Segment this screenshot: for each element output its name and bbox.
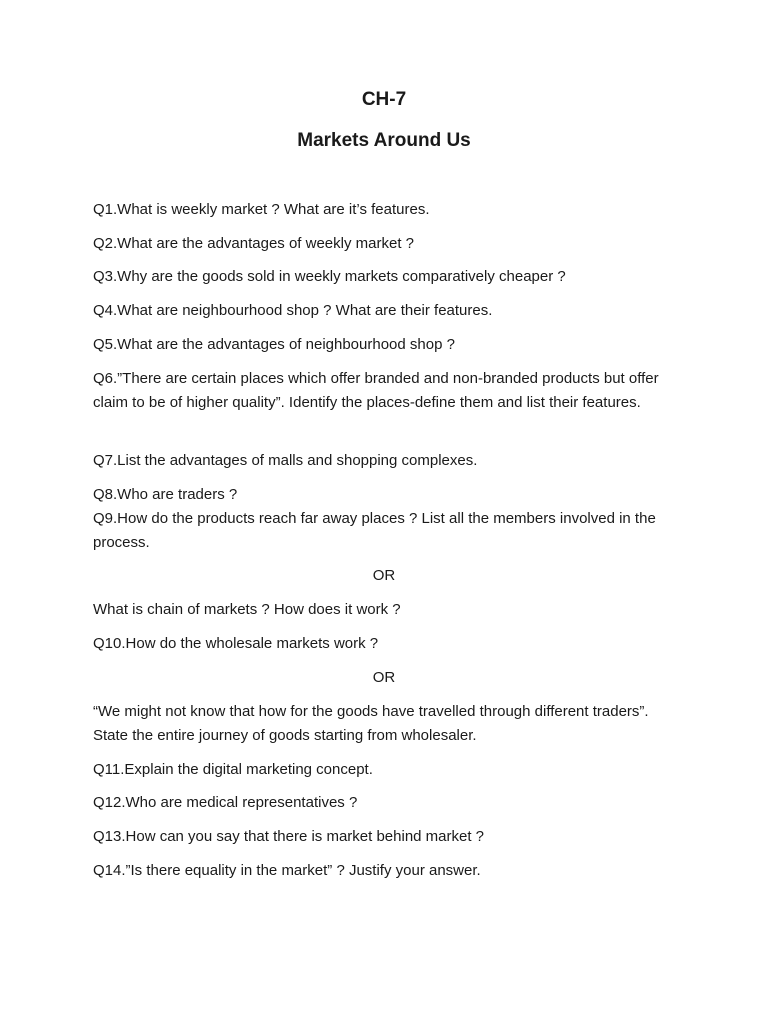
- question-4: Q4.What are neighbourhood shop ? What are their features.: [93, 302, 493, 319]
- question-9: Q9.How do the products reach far away places ? List all the members involved in the process.: [93, 510, 660, 551]
- question-7: Q7.List the advantages of malls and shopping complexes.: [93, 452, 478, 469]
- question-12: Q12.Who are medical representatives ?: [93, 794, 358, 811]
- question-6: Q6.”There are certain places which offer branded and non-branded products but offer claim to be of higher quality”. Identify the places-define them and list their features.: [93, 370, 663, 411]
- or-divider: OR: [372, 669, 396, 686]
- question-10: Q10.How do the wholesale markets work ?: [93, 635, 379, 652]
- question-10-alternative: “We might not know that how for the goods have travelled through different traders”. State the entire journey of goods starting from wholesaler.: [93, 703, 653, 744]
- question-5: Q5.What are the advantages of neighbourhood shop ?: [93, 336, 455, 353]
- question-14: Q14.”Is there equality in the market” ? Justify your answer.: [93, 862, 481, 879]
- question-11: Q11.Explain the digital marketing concept.: [93, 761, 373, 778]
- question-3: Q3.Why are the goods sold in weekly markets comparatively cheaper ?: [93, 268, 566, 285]
- question-13: Q13.How can you say that there is market behind market ?: [93, 828, 485, 845]
- question-9-alternative: What is chain of markets ? How does it work ?: [93, 601, 401, 618]
- question-8: Q8.Who are traders ?: [93, 486, 238, 503]
- page-title: Markets Around Us: [297, 130, 471, 151]
- question-2: Q2.What are the advantages of weekly market ?: [93, 235, 414, 252]
- or-divider: OR: [372, 567, 396, 584]
- chapter-heading: CH-7: [361, 89, 407, 110]
- question-1: Q1.What is weekly market ? What are it’s features.: [93, 201, 430, 218]
